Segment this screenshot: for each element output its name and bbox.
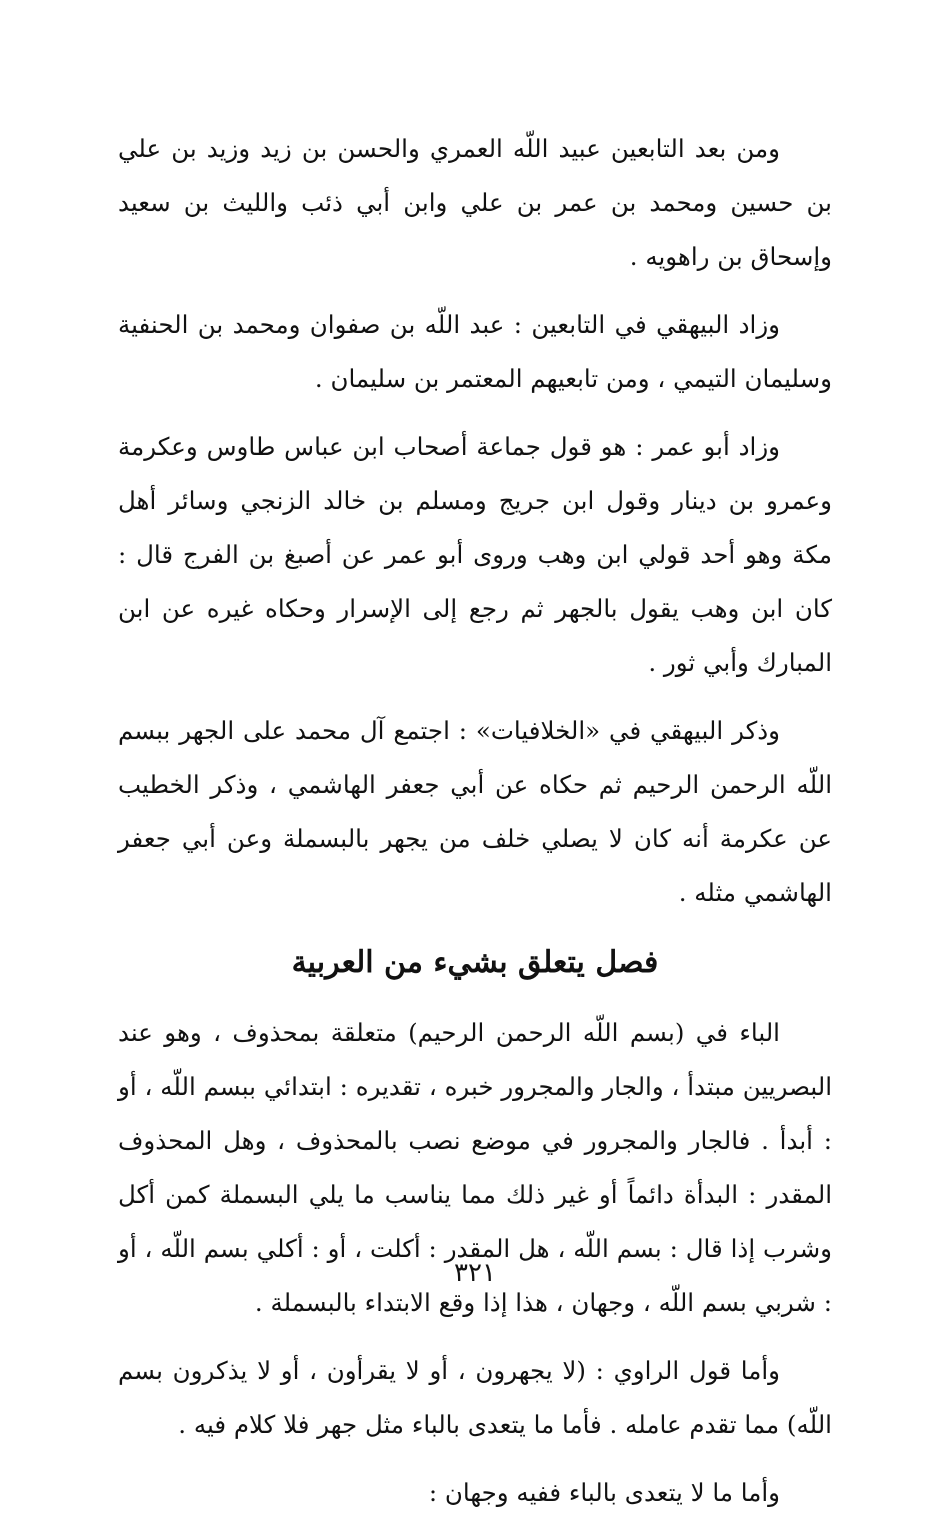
paragraph-rawi-saying: وأما قول الراوي : (لا يجهرون ، أو لا يقرأون ، أو لا يذكرون بسم اللّه) مما تقدم عامله . فأما ما يتعدى بالباء مثل جهر فلا كلام فيه . [118, 1356, 832, 1439]
paragraph-bayhaqi-additions: وزاد البيهقي في التابعين : عبد اللّه بن صفوان ومحمد بن الحنفية وسليمان التيمي ، ومن تابعيهم المعتمر بن سليمان . [118, 310, 832, 393]
section-heading: فصل يتعلق بشيء من العربية [291, 945, 659, 980]
paragraph-khilafiyat: وذكر البيهقي في «الخلافيات» : اجتمع آل محمد على الجهر ببسم اللّه الرحمن الرحيم ثم حكاه عن أبي جعفر الهاشمي ، وذكر الخطيب عن عكرمة أنه كان لا يصلي خلف من يجهر بالبسملة وعن أبي جعفر الهاشمي مثله . [118, 716, 832, 907]
paragraph-ba-grammar: الباء في (بسم اللّه الرحمن الرحيم) متعلقة بمحذوف ، وهو عند البصريين مبتدأ ، والجار والمجرور خبره ، تقديره : ابتدائي ببسم اللّه ، أو : أبدأ . فالجار والمجرور في موضع نصب بالمحذوف ، وهل المحذوف المقدر : البدأة دائماً أو غير ذلك مما يناسب ما يلي البسملة كمن أكل وشرب إذا قال : بسم اللّه ، هل المقدر : أكلت ، أو : أكلي بسم اللّه ، أو : شربي بسم اللّه ، وجهان ، هذا إذا وقع الابتداء بالبسملة . [118, 1018, 832, 1317]
page-number: ٣٢١ [454, 1258, 496, 1288]
paragraph-abu-umar: وزاد أبو عمر : هو قول جماعة أصحاب ابن عباس طاوس وعكرمة وعمرو بن دينار وقول ابن جريج ومسلم بن خالد الزنجي وسائر أهل مكة وهو أحد قولي ابن وهب وروى أبو عمر عن أصبغ بن الفرج قال : كان ابن وهب يقول بالجهر ثم رجع إلى الإسرار وحكاه غيره عن ابن المبارك وأبي ثور . [118, 432, 832, 677]
page-body [118, 122, 832, 1534]
paragraph-two-views: وأما ما لا يتعدى بالباء ففيه وجهان : [428, 1478, 780, 1507]
paragraph-tabieen: ومن بعد التابعين عبيد اللّه العمري والحسن بن زيد وزيد بن علي بن حسين ومحمد بن عمر بن علي وابن أبي ذئب والليث بن سعيد وإسحاق بن راهويه . [118, 134, 832, 271]
